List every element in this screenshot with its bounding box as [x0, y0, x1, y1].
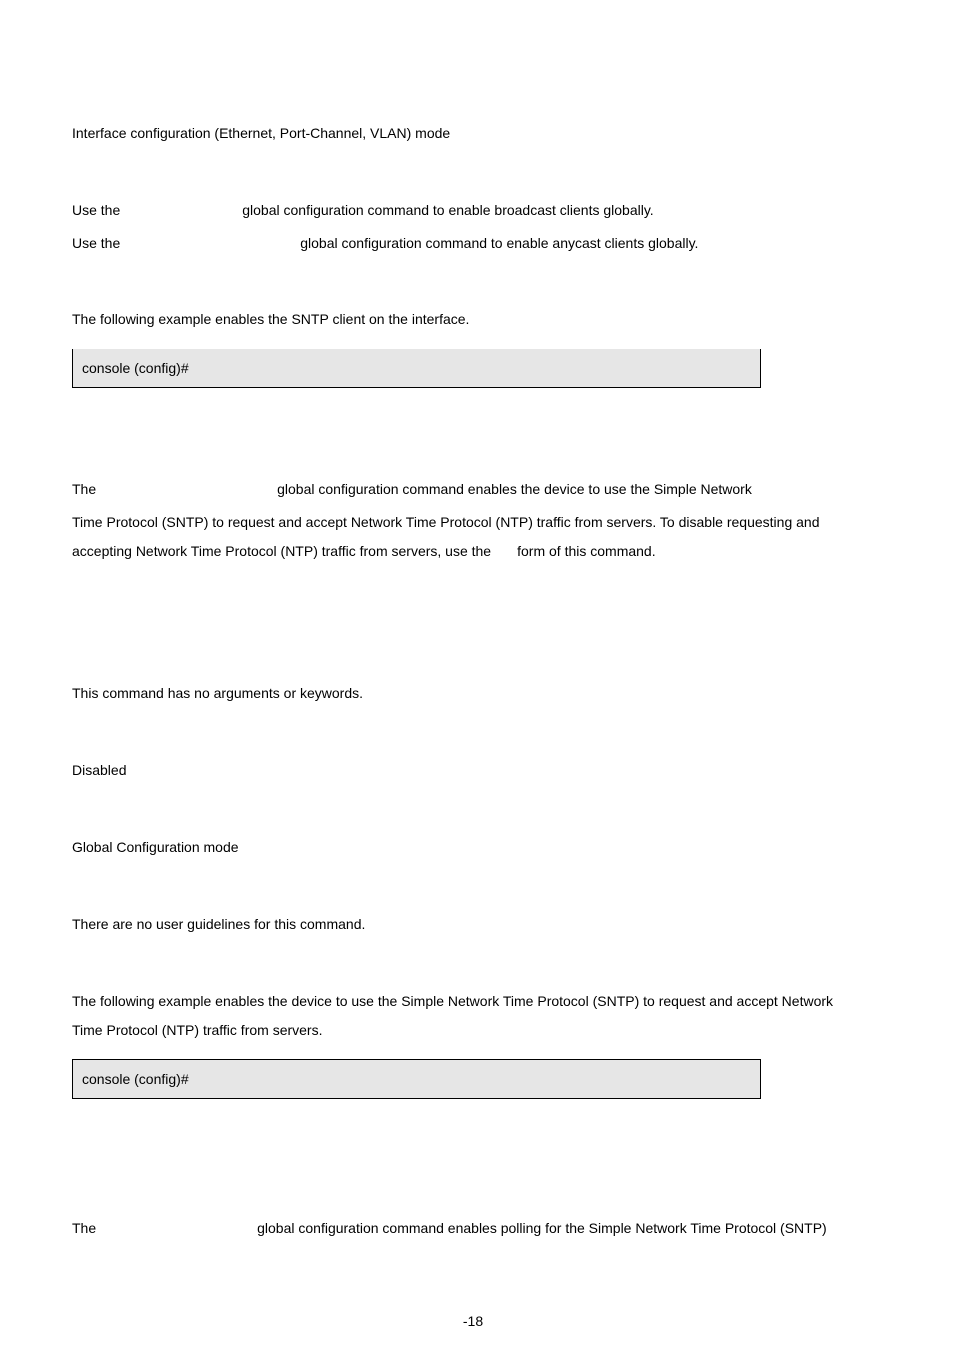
- guideline-anycast: [72, 235, 698, 251]
- polling-description-suffix: global configuration command enables polling for the Simple Network Time Protocol (SNTP): [257, 1220, 827, 1236]
- guideline-anycast-suffix: global configuration command to enable anycast clients globally.: [300, 235, 699, 251]
- description-line-3: [72, 543, 656, 559]
- description-prefix: The: [72, 481, 97, 497]
- code-example-box: [72, 349, 761, 388]
- polling-description-prefix: The: [72, 1220, 97, 1236]
- page-number: -18: [462, 1313, 484, 1329]
- example-intro: The following example enables the SNTP client on the interface.: [72, 311, 470, 327]
- command-mode-text: Global Configuration mode: [72, 839, 239, 855]
- syntax-text: This command has no arguments or keywords.: [72, 685, 364, 701]
- guideline-broadcast: [72, 202, 654, 218]
- default-text: Disabled: [72, 762, 127, 778]
- example-line-1: The following example enables the device to use the Simple Network Time Protocol (SNTP) to request and accept Network: [72, 993, 834, 1009]
- description-line-2: Time Protocol (SNTP) to request and accept Network Time Protocol (NTP) traffic from servers. To disable requesting and: [72, 514, 820, 530]
- guideline-broadcast-prefix: Use the: [72, 202, 121, 218]
- code-example-box: [72, 1059, 761, 1099]
- code-example-text: console (config)#: [82, 360, 189, 376]
- description-line-3-prefix: accepting Network Time Protocol (NTP) traffic from servers, use the: [72, 543, 492, 559]
- description-suffix: global configuration command enables the device to use the Simple Network: [277, 481, 752, 497]
- description-line-1: [72, 481, 752, 497]
- user-guidelines-text: There are no user guidelines for this command.: [72, 916, 366, 932]
- mode-text: Interface configuration (Ethernet, Port-Channel, VLAN) mode: [72, 125, 451, 141]
- example-line-2: Time Protocol (NTP) traffic from servers.: [72, 1022, 323, 1038]
- code-example-text: console (config)#: [82, 1071, 189, 1087]
- guideline-broadcast-suffix: global configuration command to enable broadcast clients globally.: [242, 202, 654, 218]
- description-line-3-suffix: form of this command.: [517, 543, 656, 559]
- polling-description-line-1: [72, 1220, 827, 1236]
- guideline-anycast-prefix: Use the: [72, 235, 121, 251]
